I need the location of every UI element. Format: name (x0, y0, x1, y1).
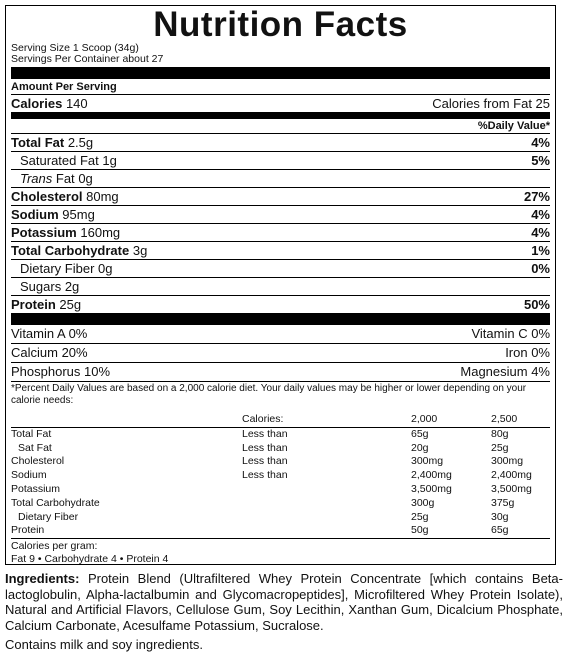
vitamin-left: Phosphorus 10% (11, 364, 111, 379)
nutrient-dv: 0% (531, 261, 550, 276)
nutrient-name: Sugars (20, 279, 62, 294)
nutrient-amount: 160mg (80, 225, 121, 240)
vitamin-right: Magnesium 4% (460, 364, 550, 379)
nutrient-amount: 25g (59, 297, 82, 312)
nutrient-row (11, 187, 550, 205)
calories-from-fat: Calories from Fat 25 (432, 96, 550, 111)
nutrition-facts-label (5, 5, 556, 565)
nutrient-dv: 4% (531, 207, 550, 222)
nutrient-name: Saturated Fat (20, 153, 99, 168)
footnote: *Percent Daily Values are based on a 2,000 calorie diet. Your daily values may be higher or lower depending on your calorie needs: (11, 381, 550, 413)
nutrient-row (11, 169, 550, 187)
nutrient-dv: 5% (531, 153, 550, 168)
nutrient-amount: 1g (102, 153, 117, 168)
nutrient-amount: 95mg (62, 207, 95, 222)
table-row: Sodium Less than 2,400mg 2,400mg (11, 469, 532, 482)
table-row: Total Fat Less than 65g 80g (11, 427, 550, 441)
table-row: Dietary Fiber 25g 30g (18, 510, 509, 523)
amount-per-serving: Amount Per Serving (11, 81, 117, 93)
nutrient-name-suffix: Fat (55, 171, 75, 186)
nutrient-row (11, 259, 550, 277)
nutrient-name: Sodium (11, 207, 59, 222)
nutrient-name: Protein (11, 297, 56, 312)
vitamin-row (11, 343, 550, 362)
nutrient-name: Total Carbohydrate (11, 243, 130, 258)
nutrient-row (11, 277, 550, 295)
daily-value-table (11, 413, 550, 538)
table-header-row (11, 413, 550, 427)
nutrient-amount: 2.5g (67, 135, 94, 150)
nutrient-row (11, 151, 550, 169)
nutrient-name: Total Fat (11, 135, 65, 150)
nutrient-row (11, 223, 550, 241)
nutrient-amount: 80mg (86, 189, 119, 204)
vitamin-row (11, 362, 550, 381)
calories-label: Calories (11, 96, 63, 111)
calories-2000-header: 2,000 (411, 413, 438, 425)
calories-value: 140 (65, 96, 88, 111)
calories-per-gram (11, 538, 550, 566)
table-row: Sat Fat Less than 20g 25g (18, 441, 509, 454)
divider-thick (11, 67, 550, 79)
vitamin-row (11, 325, 550, 343)
table-row: Protein 50g 65g (11, 524, 509, 537)
label-title: Nutrition Facts (153, 5, 408, 44)
allergen-statement: Contains milk and soy ingredients. (5, 637, 203, 652)
ingredients (5, 571, 563, 633)
vitamin-right: Vitamin C 0% (471, 326, 550, 341)
nutrient-amount: 0g (78, 171, 93, 186)
nutrient-row (11, 241, 550, 259)
nutrient-dv: 27% (523, 189, 550, 204)
table-row: Total Carbohydrate 300g 375g (11, 496, 515, 509)
nutrient-dv: 50% (523, 297, 550, 312)
calories-row (11, 94, 550, 112)
vitamin-left: Calcium 20% (11, 345, 88, 360)
nutrient-name: Cholesterol (11, 189, 83, 204)
nutrient-amount: 2g (64, 279, 80, 294)
nutrient-name: Trans (20, 171, 53, 186)
nutrient-dv: 4% (531, 225, 550, 240)
divider-thick (11, 313, 550, 325)
nutrient-dv: 1% (531, 243, 550, 258)
nutrient-name: Dietary Fiber (20, 261, 95, 276)
calories-2500-header: 2,500 (491, 413, 518, 425)
nutrient-row (11, 295, 550, 313)
calories-per-gram-label: Calories per gram: (11, 540, 98, 553)
vitamin-left: Vitamin A 0% (11, 326, 88, 341)
nutrient-name: Potassium (11, 225, 77, 240)
vitamin-right: Iron 0% (505, 345, 550, 360)
servings-per-container: Servings Per Container about 27 (11, 53, 164, 65)
table-row: Cholesterol Less than 300mg 300mg (11, 455, 524, 468)
nutrient-row (11, 133, 550, 151)
daily-value-header: %Daily Value* (477, 120, 550, 132)
table-row: Potassium 3,500mg 3,500mg (11, 482, 532, 495)
serving-size: Serving Size 1 Scoop (34g) (11, 42, 139, 54)
nutrient-amount: 3g (132, 243, 148, 258)
nutrient-amount: 0g (98, 261, 113, 276)
ingredients-label: Ingredients: (5, 571, 80, 586)
calories-per-gram-values: Fat 9 • Carbohydrate 4 • Protein 4 (11, 553, 169, 566)
nutrient-dv: 4% (531, 135, 550, 150)
ingredients-text: Protein Blend (Ultrafiltered Whey Protein Concentrate [which contains Beta-lactoglobulin, Alpha-lactalbumin and Glycomacropeptides], Microfiltered Whey Protein Isolate), Natural and Artificial Flavors, Cellulose Gum, Soy Lecithin, Xanthan Gum, Dicalcium Phosphate, Calcium Carbonate, Acesulfame Potassium, Sucralose. (5, 571, 563, 633)
nutrient-row (11, 205, 550, 223)
divider-medium (11, 112, 550, 119)
calories-header: Calories: (242, 413, 284, 425)
